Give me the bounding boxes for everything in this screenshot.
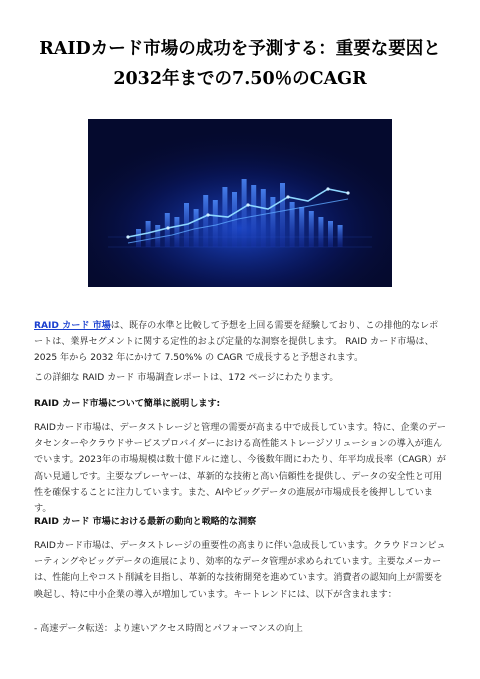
hero-dot bbox=[206, 213, 209, 216]
hero-bar bbox=[328, 221, 333, 247]
trends-heading: RAID カード 市場における最新の動向と戦略的な洞察 bbox=[34, 517, 257, 527]
hero-bar bbox=[136, 229, 141, 247]
overview-paragraph: RAIDカード市場は、データストレージと管理の需要が高まる中で成長しています。特に、企業のデータセンターやクラウドサービスプロバイダーにおける高性能ストレージソリューションの導入が進んでいます。2023年の市場規模は数十億ドルに達し、今後数年間にわたり、年平均成長率（CAGR）が高い見通しです。主要なプレーヤーは、革新的な技術と高い信頼性を提供し、データの安全性と可用性を確保することに注力しています。また、AIやビッグデータの進展が市場成長を後押ししています。 bbox=[34, 423, 446, 515]
market-chart-illustration bbox=[88, 119, 392, 287]
hero-dot bbox=[126, 235, 129, 238]
hero-dot bbox=[166, 226, 169, 229]
market-link[interactable]: RAID カード 市場 bbox=[34, 321, 111, 331]
hero-bar bbox=[309, 211, 314, 247]
overview-heading: RAID カード市場について簡単に説明します: bbox=[34, 399, 221, 409]
trends-paragraph: RAIDカード市場は、データストレージの重要性の高まりに伴い急成長しています。クラウドコンピューティングやビッグデータの進展により、効率的なデータ管理が求められています。主要なメーカーは、性能向上やコスト削減を目指し、革新的な技術開発を進めています。消費者の認知向上が需要を喚起し、特に中小企業の導入が増加しています。キートレンドには、以下が含まれます： bbox=[34, 541, 446, 600]
hero-bar bbox=[338, 225, 343, 247]
intro-text: は、既存の水準と比較して予想を上回る需要を経験しており、この排他的なレポートは、業界セグメントに関する定性的および定量的な洞察を提供します。 RAID カード市場は、2025 年から 2032 年にかけて 7.50%% の CAGR で成長すると予想されます。 bbox=[34, 321, 439, 364]
page-title: RAIDカード市場の成功を予測する：重要な要因と2032年までの7.50％のCAGR bbox=[39, 39, 441, 89]
pages-note: この詳細な RAID カード 市場調査レポートは、172 ページにわたります。 bbox=[34, 373, 339, 383]
hero-bar bbox=[318, 217, 323, 247]
hero-bar bbox=[203, 195, 208, 247]
hero-dot bbox=[246, 203, 249, 206]
hero-dot bbox=[286, 195, 289, 198]
hero-bar bbox=[213, 200, 218, 247]
hero-bar bbox=[280, 183, 285, 247]
hero-image bbox=[88, 119, 392, 287]
hero-bar bbox=[155, 225, 160, 247]
hero-dot bbox=[326, 187, 329, 190]
bullet-item: - 高速データ転送：より速いアクセス時間とパフォーマンスの向上 bbox=[34, 624, 303, 634]
intro-paragraph bbox=[34, 318, 446, 367]
hero-bar bbox=[261, 189, 266, 247]
hero-bar bbox=[165, 213, 170, 247]
hero-bar bbox=[299, 207, 304, 247]
hero-dot bbox=[346, 191, 349, 194]
hero-bar bbox=[174, 217, 179, 247]
